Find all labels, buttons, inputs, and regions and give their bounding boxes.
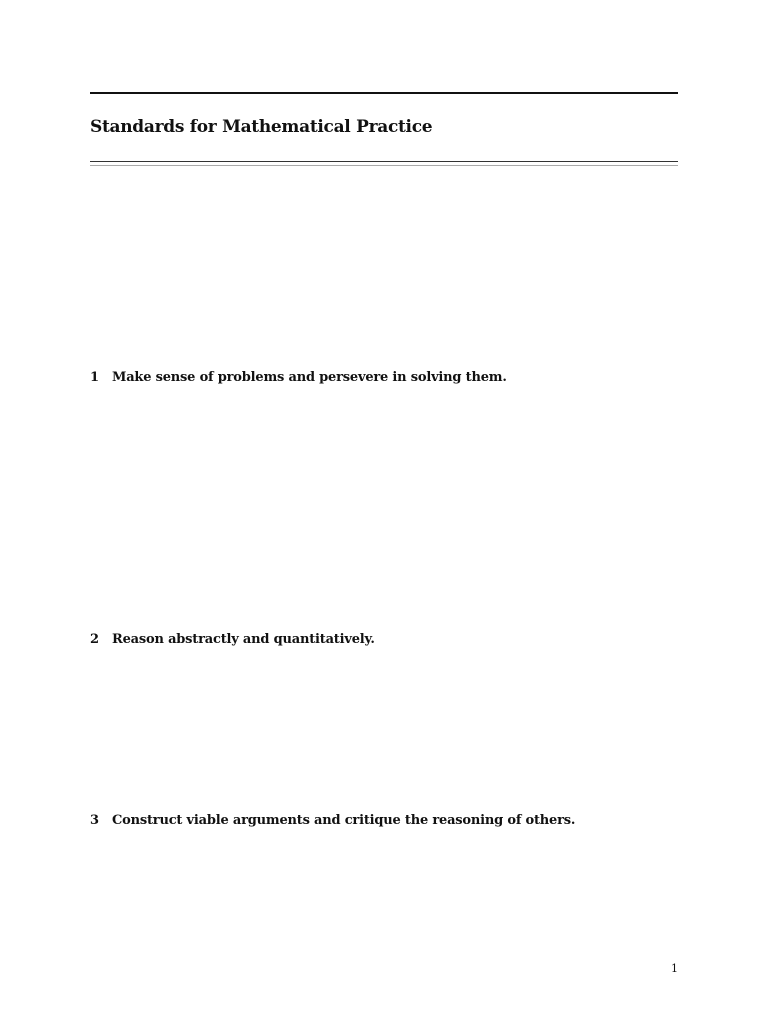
header-rule-bottom bbox=[90, 161, 678, 166]
header-rule-top bbox=[90, 92, 678, 94]
practice-item-number: 3 bbox=[90, 813, 99, 828]
practice-item-text: Reason abstractly and quantitatively. bbox=[112, 632, 375, 647]
page-number: 1 bbox=[671, 962, 678, 975]
practice-item-2 bbox=[90, 632, 375, 647]
practice-item-text: Make sense of problems and persevere in solving them. bbox=[112, 370, 507, 385]
practice-item-3 bbox=[90, 813, 575, 828]
practice-item-number: 1 bbox=[90, 370, 99, 385]
page-title: Standards for Mathematical Practice bbox=[90, 117, 433, 137]
practice-item-number: 2 bbox=[90, 632, 99, 647]
practice-item-text: Construct viable arguments and critique the reasoning of others. bbox=[112, 813, 576, 828]
practice-item-1 bbox=[90, 370, 507, 385]
